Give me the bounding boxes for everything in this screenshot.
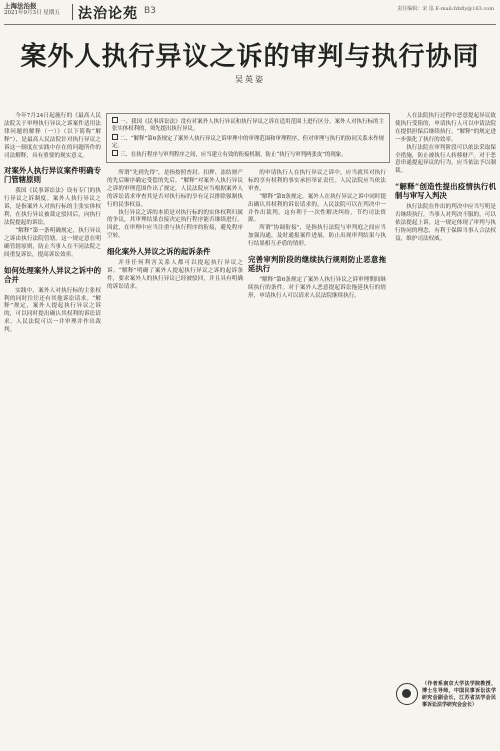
column-3 [248, 170, 386, 301]
bullet-square-icon [112, 150, 118, 156]
column-4 [395, 113, 496, 244]
paragraph: 所谓“协调衔接”，是指执行法院与审判庭之间应当加强沟通，及时通报案件进展，防止出现审判结果与执行结果相互矛盾的情形。 [248, 225, 386, 248]
page-number: B3 [144, 6, 156, 16]
bullet-square-icon [112, 134, 118, 140]
paragraph: 我国《民事诉讼法》设有专门的执行异议之诉制度。案外人执行异议之诉，是指案外人对执行标的主张实体权利，在执行异议被裁定驳回后，向执行法院提起的诉讼。 [4, 188, 101, 227]
paragraph: 的申请执行人在执行异议之诉中，应当就其对执行标的享有权利的事实承担举证责任。人民法院应当依法审查。 [248, 170, 386, 192]
bullet-square-icon [112, 117, 118, 123]
subheading: 完善审判阶段的继续执行规则防止恶意拖延执行 [248, 255, 386, 274]
paragraph: 并非任何利害关系人都可以提起执行异议之诉。“解释”明确了案外人提起执行异议之诉的起诉条件，要求案外人的执行异议已经被驳回，并且具有明确的诉讼请求。 [107, 260, 243, 290]
paragraph: “解释”第8条规定，案外人在执行异议之诉中同时提出确认其权利的诉讼请求的，人民法院可以在判决中一并作出裁判。这有利于一次性解决纠纷，节约司法资源。 [248, 193, 386, 224]
column-2 [107, 170, 243, 292]
paragraph: 执行法院在作出的判决中应当写明是否继续执行，当事人对判决不服的，可以依法提起上诉。这一规定体现了审判与执行协同的理念，有利于保障当事人合法权益，维护司法权威。 [395, 204, 496, 242]
author-byline: 吴英姿 [235, 75, 265, 84]
subheading: 对案外人执行异议案件明确专门管辖原则 [4, 166, 101, 185]
issue-date: 2021年9月3日 星期五 [4, 10, 60, 16]
header-rule [4, 24, 496, 25]
paragraph: 所谓“先到先得”，是指按照查封、扣押、冻结财产的先后顺序确定受偿的先后。“解释”对案外人执行异议之诉的审理范围作出了规定，人民法院应当根据案外人的诉讼请求审查其是否对执行标的享有足以排除强制执行的民事权益。 [107, 170, 243, 208]
summary-item: 三、在执行程序与审判程序之间，应当建立有效的衔接机制，防止“执行与审判两张皮”的现象。 [112, 150, 384, 159]
paragraph: “解释”第一条明确规定，执行异议之诉由执行法院管辖。这一规定意在明确管辖原则，防止当事人在不同法院之间重复诉讼，提高诉讼效率。 [4, 227, 101, 258]
paragraph: 人在法院执行过程中恶意提起异议致使执行受阻的，申请执行人可以申请法院在提供担保后继续执行。“解释”的规定进一步强化了执行的效率。 [395, 113, 496, 143]
masthead [4, 3, 496, 23]
publication-logo-icon [396, 683, 418, 705]
subheading: 细化案外人异议之诉的起诉条件 [107, 247, 211, 257]
newspaper-name: 上海法治报 [4, 2, 37, 10]
article-title: 案外人执行异议之诉的审判与执行协同 [20, 42, 480, 72]
subheading: 如何处理案外人异议之诉中的合并 [4, 265, 101, 284]
paragraph: 执行法院在审判阶段可以依法采取保全措施，防止被执行人转移财产。对于恶意串通提起异议的行为，应当依法予以制裁。 [395, 144, 496, 175]
subheading: “解释”创造性提出疫情执行机制与审写入判决 [395, 182, 496, 201]
summary-item: 二、“解释”第6条规定了案外人执行异议之诉审理中的审理范围和审理程序，但对审理与执行的协同关系未作规定。 [112, 135, 384, 149]
author-bio: （作者系南京大学法学院教授、博士生导师，中国民事诉讼法学研究会副会长，江苏省法学会民事诉讼法学研究会会长） [422, 681, 496, 708]
section-title: 法治论苑 [78, 6, 138, 22]
header-divider [72, 4, 73, 20]
paragraph: 执行异议之诉的本质是对执行标的的实体权利归属的争议，其审理结果直接决定执行程序能否继续进行。因此，在审理中应当注重与执行程序的衔接，避免程序空转。 [107, 209, 243, 240]
paragraph: “解释”第6条规定了案外人执行异议之诉审理期间继续执行的条件。对于案外人恶意提起诉讼拖延执行的情形，申请执行人可以请求人民法院继续执行。 [248, 277, 386, 299]
column-1 [4, 113, 101, 335]
summary-item: 一、我国《民事诉讼法》没有对案外人执行异议和执行异议之诉在适用范围上进行区分，案外人对执行标的主张实体权利的，须先提出执行异议。 [112, 119, 384, 133]
paragraph: 实践中，案外人对执行标的主张权利的同时往往还有其他诉讼请求。“解释”规定，案外人提起执行异议之诉的，可以同时提出确认其权利的诉讼请求，人民法院可以一并审理并作出裁判。 [4, 287, 101, 334]
intro-paragraph: 今年7月24日起施行的《最高人民法院关于审理执行异议之诉案件适用法律问题的解释（一）》（以下简称“解释”），是最高人民法院针对执行异议之诉这一制度在实践中存在的问题所作的司法解释，具有重要的现实意义。 [4, 113, 101, 159]
summary-box [106, 113, 390, 163]
editor-credits: 责任编辑：宋 泓 E-mail:fzbfly@163.com [397, 6, 494, 12]
newspaper-masthead [4, 3, 60, 17]
